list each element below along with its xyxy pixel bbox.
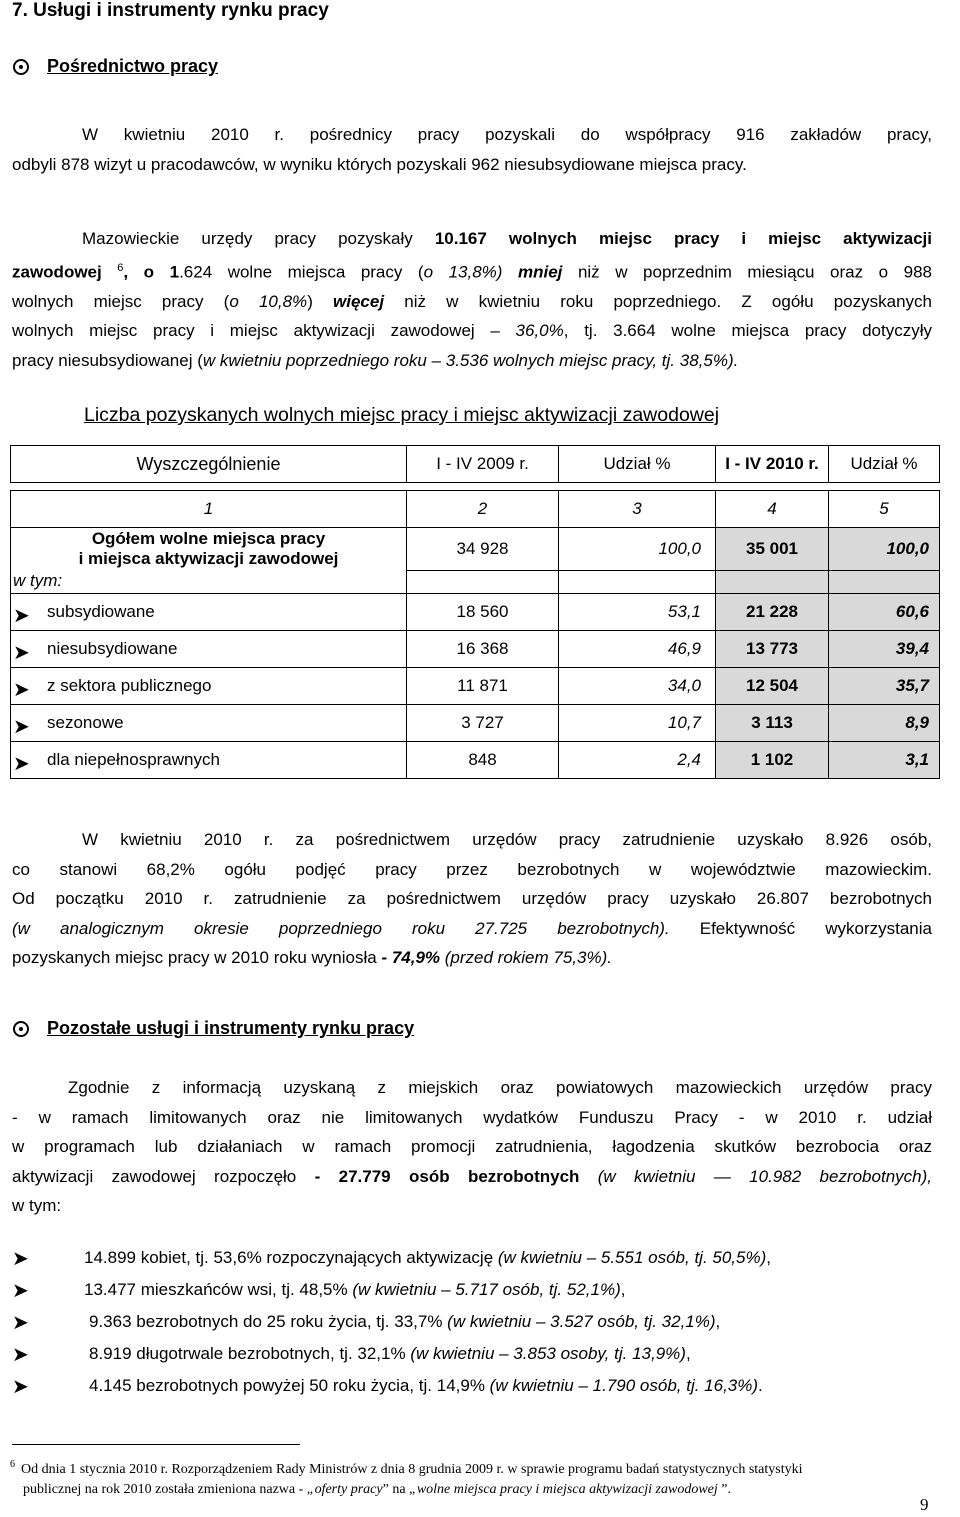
list-item-text: [84, 1280, 625, 1300]
para2-bold-italic: mniej: [518, 262, 563, 282]
table-row-total: [11, 528, 940, 571]
row-label-text: z sektora publicznego: [47, 675, 212, 695]
col-number: 3: [559, 491, 716, 528]
header-cell: Udział %: [829, 446, 940, 483]
para3-line4: [12, 914, 932, 944]
list-text: 8.919 długotrwale bezrobotnych, tj. 32,1%: [89, 1344, 411, 1363]
section-title-posrednictwo: Pośrednictwo pracy: [47, 56, 219, 76]
para4-bold: - 27.779 osób bezrobotnych: [314, 1166, 580, 1186]
cell-value: 11 871: [407, 667, 559, 704]
list-item: [12, 1312, 932, 1344]
cell-share: 100,0: [829, 528, 940, 571]
col-number: 1: [11, 491, 407, 528]
cell-share: 34,0: [559, 667, 716, 704]
table-row-wtym: [11, 570, 940, 593]
list-text: 4.145 bezrobotnych powyżej 50 roku życia, tj. 14,9%: [89, 1376, 490, 1395]
para2-italic: o 13,8%): [423, 262, 518, 282]
table-row: [11, 741, 940, 778]
col-number: 5: [829, 491, 940, 528]
para2-bold: zawodowej: [12, 262, 118, 282]
table-caption: Liczba pozyskanych wolnych miejsc pracy i miejsc aktywizacji zawodowej: [84, 404, 720, 426]
arrow-bullet-icon: ➤: [12, 1248, 29, 1270]
cell-share: 46,9: [559, 630, 716, 667]
list-italic: (w kwietniu – 1.790 osób, tj. 16,3%): [489, 1376, 759, 1395]
row-label-text: subsydiowane: [47, 601, 155, 621]
list-italic: (w kwietniu – 5.551 osób, tj. 50,5%): [497, 1248, 767, 1267]
para3-text: Efektywność wykorzystania: [669, 918, 932, 938]
header-cell: Udział %: [559, 446, 716, 483]
wtym-label: w tym:: [11, 570, 407, 593]
list-text: 9.363 bezrobotnych do 25 roku życia, tj. 33,7%: [89, 1312, 448, 1331]
cell-value: 35 001: [716, 528, 829, 571]
para2-text: wolnych miejsc pracy (: [12, 291, 230, 311]
row-label: [11, 630, 407, 667]
cell-share: 8,9: [829, 704, 940, 741]
row-label-text: niesubsydiowane: [47, 638, 178, 658]
para2-text: niż w poprzednim miesiącu oraz o 988: [562, 262, 932, 282]
header-cell: I - IV 2009 r.: [407, 446, 559, 483]
para2-line2: [12, 254, 932, 287]
footnote-text: Od dnia 1 stycznia 2010 r. Rozporządzeniem Rady Ministrów z dnia 8 grudnia 2009 r. w sprawie programu badań statystycznych statystyki: [21, 1461, 803, 1477]
table-row: [11, 593, 940, 630]
para4-line2: - w ramach limitowanych oraz nie limitowanych wydatków Funduszu Pracy - w 2010 r. udział: [12, 1107, 932, 1127]
para2-italic: w kwietniu poprzedniego roku – 3.536 wolnych miejsc pracy, tj. 38,5%).: [202, 350, 739, 370]
para2-italic: – 36,0%: [490, 321, 564, 341]
para3-line3: Od początku 2010 r. zatrudnienie za pośrednictwem urzędów pracy uzyskało 26.807 bezrobotnych: [12, 889, 932, 908]
chapter-heading: 7. Usługi i instrumenty rynku pracy: [12, 0, 329, 21]
list-italic: (w kwietniu – 5.717 osób, tj. 52,1%): [352, 1280, 621, 1299]
para2-text: Mazowieckie urzędy pracy pozyskały: [82, 229, 435, 248]
row-label-text: dla niepełnosprawnych: [47, 749, 220, 769]
footnote-ref: 6: [117, 261, 124, 274]
cell-share: 53,1: [559, 593, 716, 630]
footnote-text: ” na: [382, 1481, 410, 1497]
page-number: 9: [920, 1495, 929, 1514]
list-item-text: [89, 1344, 691, 1364]
footnote-separator: [12, 1444, 300, 1445]
arrow-bullet-icon: ➤: [12, 1280, 29, 1302]
paragraph-2: [12, 224, 932, 375]
para3-line1: W kwietniu 2010 r. za pośrednictwem urzędów pracy zatrudnienie uzyskało 8.926 osób,: [82, 830, 932, 849]
list-italic: (w kwietniu – 3.853 osoby, tj. 13,9%): [410, 1344, 686, 1363]
table-row: [11, 667, 940, 704]
list-item-text: [84, 1248, 771, 1268]
para1-line1: W kwietniu 2010 r. pośrednicy pracy pozyskali do współpracy 916 zakładów pracy,: [82, 125, 932, 144]
cell-share: 100,0: [559, 528, 716, 571]
total-label-line: Ogółem wolne miejsca pracy: [91, 529, 326, 548]
arrow-bullet-icon: ➤: [13, 752, 30, 775]
footnote-italic: „wolne miejsca pracy i miejsca aktywizacji zawodowej: [409, 1481, 718, 1497]
para2-text: pracy niesubsydiowanej (: [12, 350, 203, 370]
para3-bold-italic: - 74,9%: [381, 948, 441, 967]
list-text: ,: [766, 1248, 771, 1267]
footnote-line2: [10, 1480, 940, 1500]
cell-value: 1 102: [716, 741, 829, 778]
para3-italic: (przed rokiem 75,3%).: [440, 948, 612, 967]
row-label: [11, 593, 407, 630]
cell-share: 60,6: [829, 593, 940, 630]
empty-cell: [407, 570, 559, 593]
cell-share: 3,1: [829, 741, 940, 778]
paragraph-3: [12, 825, 932, 973]
cell-value: 34 928: [407, 528, 559, 571]
table-header-row: [11, 446, 940, 483]
list-item: [12, 1280, 932, 1312]
para2-bold-italic: więcej: [333, 291, 385, 311]
cell-value: 21 228: [716, 593, 829, 630]
para2-line1: [12, 224, 932, 254]
list-text: ,: [715, 1312, 721, 1331]
row-label-text: sezonowe: [47, 712, 124, 732]
cell-value: 3 113: [716, 704, 829, 741]
cell-share: 35,7: [829, 667, 940, 704]
para4-line4: [12, 1162, 932, 1192]
row-label: [11, 704, 407, 741]
para2-text: wolnych miejsc pracy i miejsc aktywizacji zawodowej: [12, 321, 491, 341]
list-item-text: [89, 1376, 763, 1396]
paragraph-1: [12, 120, 932, 179]
cell-share: 10,7: [559, 704, 716, 741]
empty-cell: [716, 570, 829, 593]
arrow-bullet-icon: ➤: [13, 715, 30, 738]
section-title-pozostale: Pozostałe usługi i instrumenty rynku pracy: [47, 1018, 415, 1038]
cell-value: 848: [407, 741, 559, 778]
cell-value: 3 727: [407, 704, 559, 741]
para2-text: , tj. 3.664 wolne miejsca pracy dotyczyły: [563, 321, 932, 341]
list-item: [12, 1376, 932, 1408]
para4-text: aktywizacji zawodowej rozpoczęło: [12, 1166, 315, 1186]
cell-value: 18 560: [407, 593, 559, 630]
para2-bold: 10.167 wolnych miejsc pracy i miejsc aktywizacji: [434, 229, 932, 248]
arrow-bullet-icon: ➤: [13, 641, 30, 664]
cell-value: 13 773: [716, 630, 829, 667]
footnote-text: publicznej na rok 2010 została zmieniona nazwa -: [23, 1481, 307, 1497]
footnote-mark: 6: [10, 1459, 15, 1470]
cell-value: 16 368: [407, 630, 559, 667]
list-item: [12, 1248, 932, 1280]
list-item: [12, 1344, 932, 1376]
list-text: 14.899 kobiet, tj. 53,6% rozpoczynających aktywizację: [84, 1248, 498, 1267]
empty-cell: [559, 570, 716, 593]
total-label-line: i miejsca aktywizacji zawodowej: [78, 549, 339, 568]
para2-italic: o 10,8%: [229, 291, 308, 311]
arrow-bullet-icon: ➤: [13, 604, 30, 627]
table-row: [11, 704, 940, 741]
list-text: ,: [685, 1344, 691, 1363]
list-text: .: [758, 1376, 763, 1395]
list-text: ,: [620, 1280, 626, 1299]
arrow-bullet-icon: ➤: [12, 1312, 29, 1334]
statistics-table: [10, 445, 940, 779]
para3-italic: (w analogicznym okresie poprzedniego roku 27.725 bezrobotnych).: [12, 918, 670, 938]
col-number: 2: [407, 491, 559, 528]
col-number: 4: [716, 491, 829, 528]
target-bullet-icon: [13, 1021, 29, 1037]
footnote: [10, 1455, 940, 1500]
column-number-row: [11, 491, 940, 528]
total-label: [11, 528, 407, 571]
footnote-line1: [10, 1455, 940, 1480]
para3-line2: co stanowi 68,2% ogółu podjęć pracy przez bezrobotnych w województwie mazowieckim.: [12, 859, 932, 879]
arrow-bullet-icon: ➤: [12, 1376, 29, 1398]
para2-text: niż w kwietniu roku poprzedniego. Z ogółu pozyskanych: [384, 291, 932, 311]
para3-line5: [12, 943, 932, 973]
cell-share: 2,4: [559, 741, 716, 778]
footnote-italic: „oferty pracy: [306, 1481, 383, 1497]
para2-text: .624 wolne miejsca pracy (: [179, 262, 424, 282]
target-bullet-icon: [13, 59, 29, 75]
arrow-bullet-icon: ➤: [12, 1344, 29, 1366]
paragraph-4: [12, 1073, 932, 1221]
para2-line5: [12, 346, 932, 376]
para1-line2: odbyli 878 wizyt u pracodawców, w wyniku których pozyskali 962 niesubsydiowane miejsca pracy.: [12, 154, 747, 174]
row-label: [11, 741, 407, 778]
para4-line1: Zgodnie z informacją uzyskaną z miejskich oraz powiatowych mazowieckich urzędów pracy: [68, 1078, 932, 1097]
para2-text: ): [307, 291, 334, 311]
para4-line5: w tym:: [12, 1196, 62, 1215]
header-cell: Wyszczególnienie: [11, 446, 407, 483]
para2-bold: , o 1: [123, 262, 180, 282]
list-text: 13.477 mieszkańców wsi, tj. 48,5%: [84, 1280, 353, 1299]
bullet-list: [12, 1248, 932, 1408]
arrow-bullet-icon: ➤: [13, 678, 30, 701]
cell-value: 12 504: [716, 667, 829, 704]
table-row: [11, 630, 940, 667]
para2-line4: [12, 316, 932, 346]
para4-italic: (w kwietniu — 10.982 bezrobotnych),: [579, 1166, 932, 1186]
header-cell: I - IV 2010 r.: [716, 446, 829, 483]
para4-line3: w programach lub działaniach w ramach promocji zatrudnienia, łagodzenia skutków bezrobocia oraz: [12, 1137, 932, 1156]
list-item-text: [89, 1312, 720, 1332]
footnote-text: ”.: [717, 1481, 732, 1497]
para3-text: pozyskanych miejsc pracy w 2010 roku wyniosła: [12, 948, 382, 967]
list-italic: (w kwietniu – 3.527 osób, tj. 32,1%): [447, 1312, 716, 1331]
cell-share: 39,4: [829, 630, 940, 667]
para2-line3: [12, 287, 932, 317]
empty-cell: [829, 570, 940, 593]
row-label: [11, 667, 407, 704]
